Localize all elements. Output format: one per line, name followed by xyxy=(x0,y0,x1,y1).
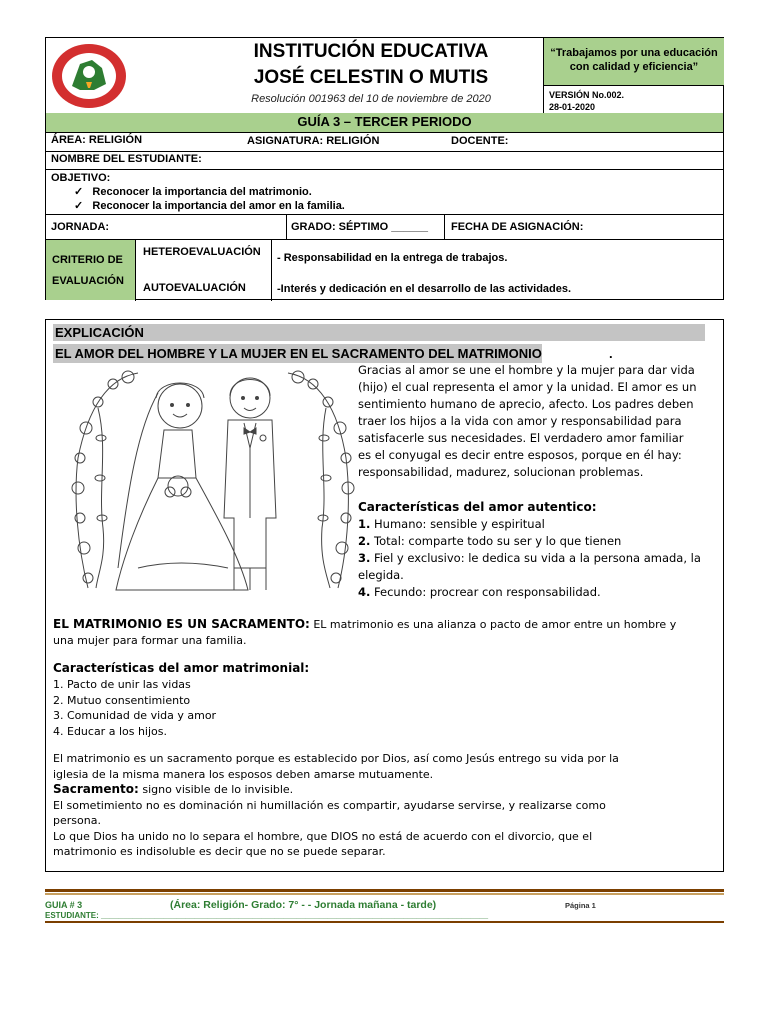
objective-label: OBJETIVO: xyxy=(51,172,111,184)
closing-paragraph: El matrimonio es un sacramento porque es establecido por Dios, así como Jesús entrego su vida por la iglesia de la misma manera los esposos deben amarse mutuamente. Sacramento: signo visible de lo invisible. El sometimiento no es dominación ni humillación es compartir, ayudarse servirse, y realizarse como persona. Lo que Dios ha unido no lo separa el hombre, que DIOS no está de acuerdo con el divorcio, que el matrimonio es indisoluble es decir que no se puede separar. xyxy=(53,752,619,858)
fecha-label: FECHA DE ASIGNACIÓN: xyxy=(451,221,584,233)
header-table xyxy=(45,37,724,300)
explanation-title-dot: . xyxy=(609,346,613,361)
auto-label: AUTOEVALUACIÓN xyxy=(143,282,246,294)
authentic-love-title: Características del amor autentico: xyxy=(358,500,597,514)
footer-line-accent xyxy=(45,893,724,895)
motto: “Trabajamos por una educación con calidad y eficiencia” xyxy=(544,38,724,85)
hetero-label: HETEROEVALUACIÓN xyxy=(143,246,261,258)
footer-info: (Área: Religión- Grado: 7° - - Jornada mañana - tarde) xyxy=(170,899,437,911)
list-item: 2. Mutuo consentimiento xyxy=(53,693,191,707)
hetero-description: - Responsabilidad en la entrega de trabajos. xyxy=(277,252,508,264)
matrimonial-love-title: Características del amor matrimonial: xyxy=(53,661,310,675)
list-item: 4. Fecundo: procrear con responsabilidad. xyxy=(358,585,601,599)
sacrament-paragraph: EL MATRIMONIO ES UN SACRAMENTO: EL matrimonio es una alianza o pacto de amor entre un hombre y una mujer para formar una familia. xyxy=(53,617,677,647)
version-label: VERSIÓN No.002. xyxy=(549,90,625,100)
grado-label: GRADO: SÉPTIMO ______ xyxy=(291,221,428,233)
school-logo xyxy=(50,42,128,110)
area-label: ÁREA: RELIGIÓN xyxy=(51,134,143,146)
auto-description: -Interés y dedicación en el desarrollo de las actividades. xyxy=(277,283,572,295)
list-item: 1. Humano: sensible y espiritual xyxy=(358,517,545,531)
footer-line-bottom xyxy=(45,921,724,923)
student-name-label: NOMBRE DEL ESTUDIANTE: xyxy=(51,153,202,165)
list-item: 3. Fiel y exclusivo: le dedica su vida a la persona amada, la xyxy=(358,551,701,565)
wedding-couple-illustration xyxy=(68,368,358,598)
list-item: elegida. xyxy=(358,568,404,582)
explanation-heading: EXPLICACIÓN xyxy=(53,324,705,341)
objectives-list xyxy=(74,185,345,213)
institution-line-1: INSTITUCIÓN EDUCATIVA xyxy=(253,41,489,62)
explanation-title: EL AMOR DEL HOMBRE Y LA MUJER EN EL SACRAMENTO DEL MATRIMONIO xyxy=(55,346,542,361)
footer-page: Página 1 xyxy=(565,901,596,910)
list-item: 3. Comunidad de vida y amor xyxy=(53,709,217,722)
check-icon: ✓ xyxy=(74,200,93,212)
version xyxy=(549,89,624,113)
jornada-label: JORNADA: xyxy=(51,221,110,233)
guide-title: GUÍA 3 – TERCER PERIODO xyxy=(46,113,723,132)
explanation-box xyxy=(45,319,724,872)
footer-line-top xyxy=(45,889,724,892)
intro-paragraph: Gracias al amor se une el hombre y la mujer para dar vida (hijo) el cual representa el amor y la unidad. El amor es un sentimiento humano de aprecio, afecto. Los padres deben traer los hijos a la vida con amor y responsabilidad para satisfacerle sus necesidades. El verdadero amor familiar es el conyugal es decir entre esposos, porque en él hay: responsabilidad, madurez, solucionan problemas. xyxy=(358,363,697,479)
institution-name xyxy=(196,39,546,91)
version-date: 28-01-2020 xyxy=(549,102,596,112)
list-item: 1. Pacto de unir las vidas xyxy=(53,678,191,691)
teacher-label: DOCENTE: xyxy=(451,135,509,147)
footer-guide: GUIA # 3 xyxy=(45,900,83,910)
list-item: 2. Total: comparte todo su ser y lo que tienen xyxy=(358,534,622,548)
footer-student: ESTUDIANTE: _______________________________________________________________________________________ xyxy=(45,911,489,920)
resolution: Resolución 001963 del 10 de noviembre de 2020 xyxy=(251,93,491,105)
objective-item: ✓ Reconocer la importancia del amor en la familia. xyxy=(74,200,345,212)
criterio-label: CRITERIO DE EVALUACIÓN xyxy=(52,254,124,287)
matrimonial-love-list xyxy=(53,677,216,739)
institution-line-2: JOSÉ CELESTIN O MUTIS xyxy=(253,67,489,88)
authentic-love-list xyxy=(358,516,701,601)
check-icon: ✓ xyxy=(74,186,93,198)
subject-label: ASIGNATURA: RELIGIÓN xyxy=(247,135,380,147)
list-item: 4. Educar a los hijos. xyxy=(53,724,167,738)
objective-item: ✓ Reconocer la importancia del matrimonio. xyxy=(74,186,312,198)
